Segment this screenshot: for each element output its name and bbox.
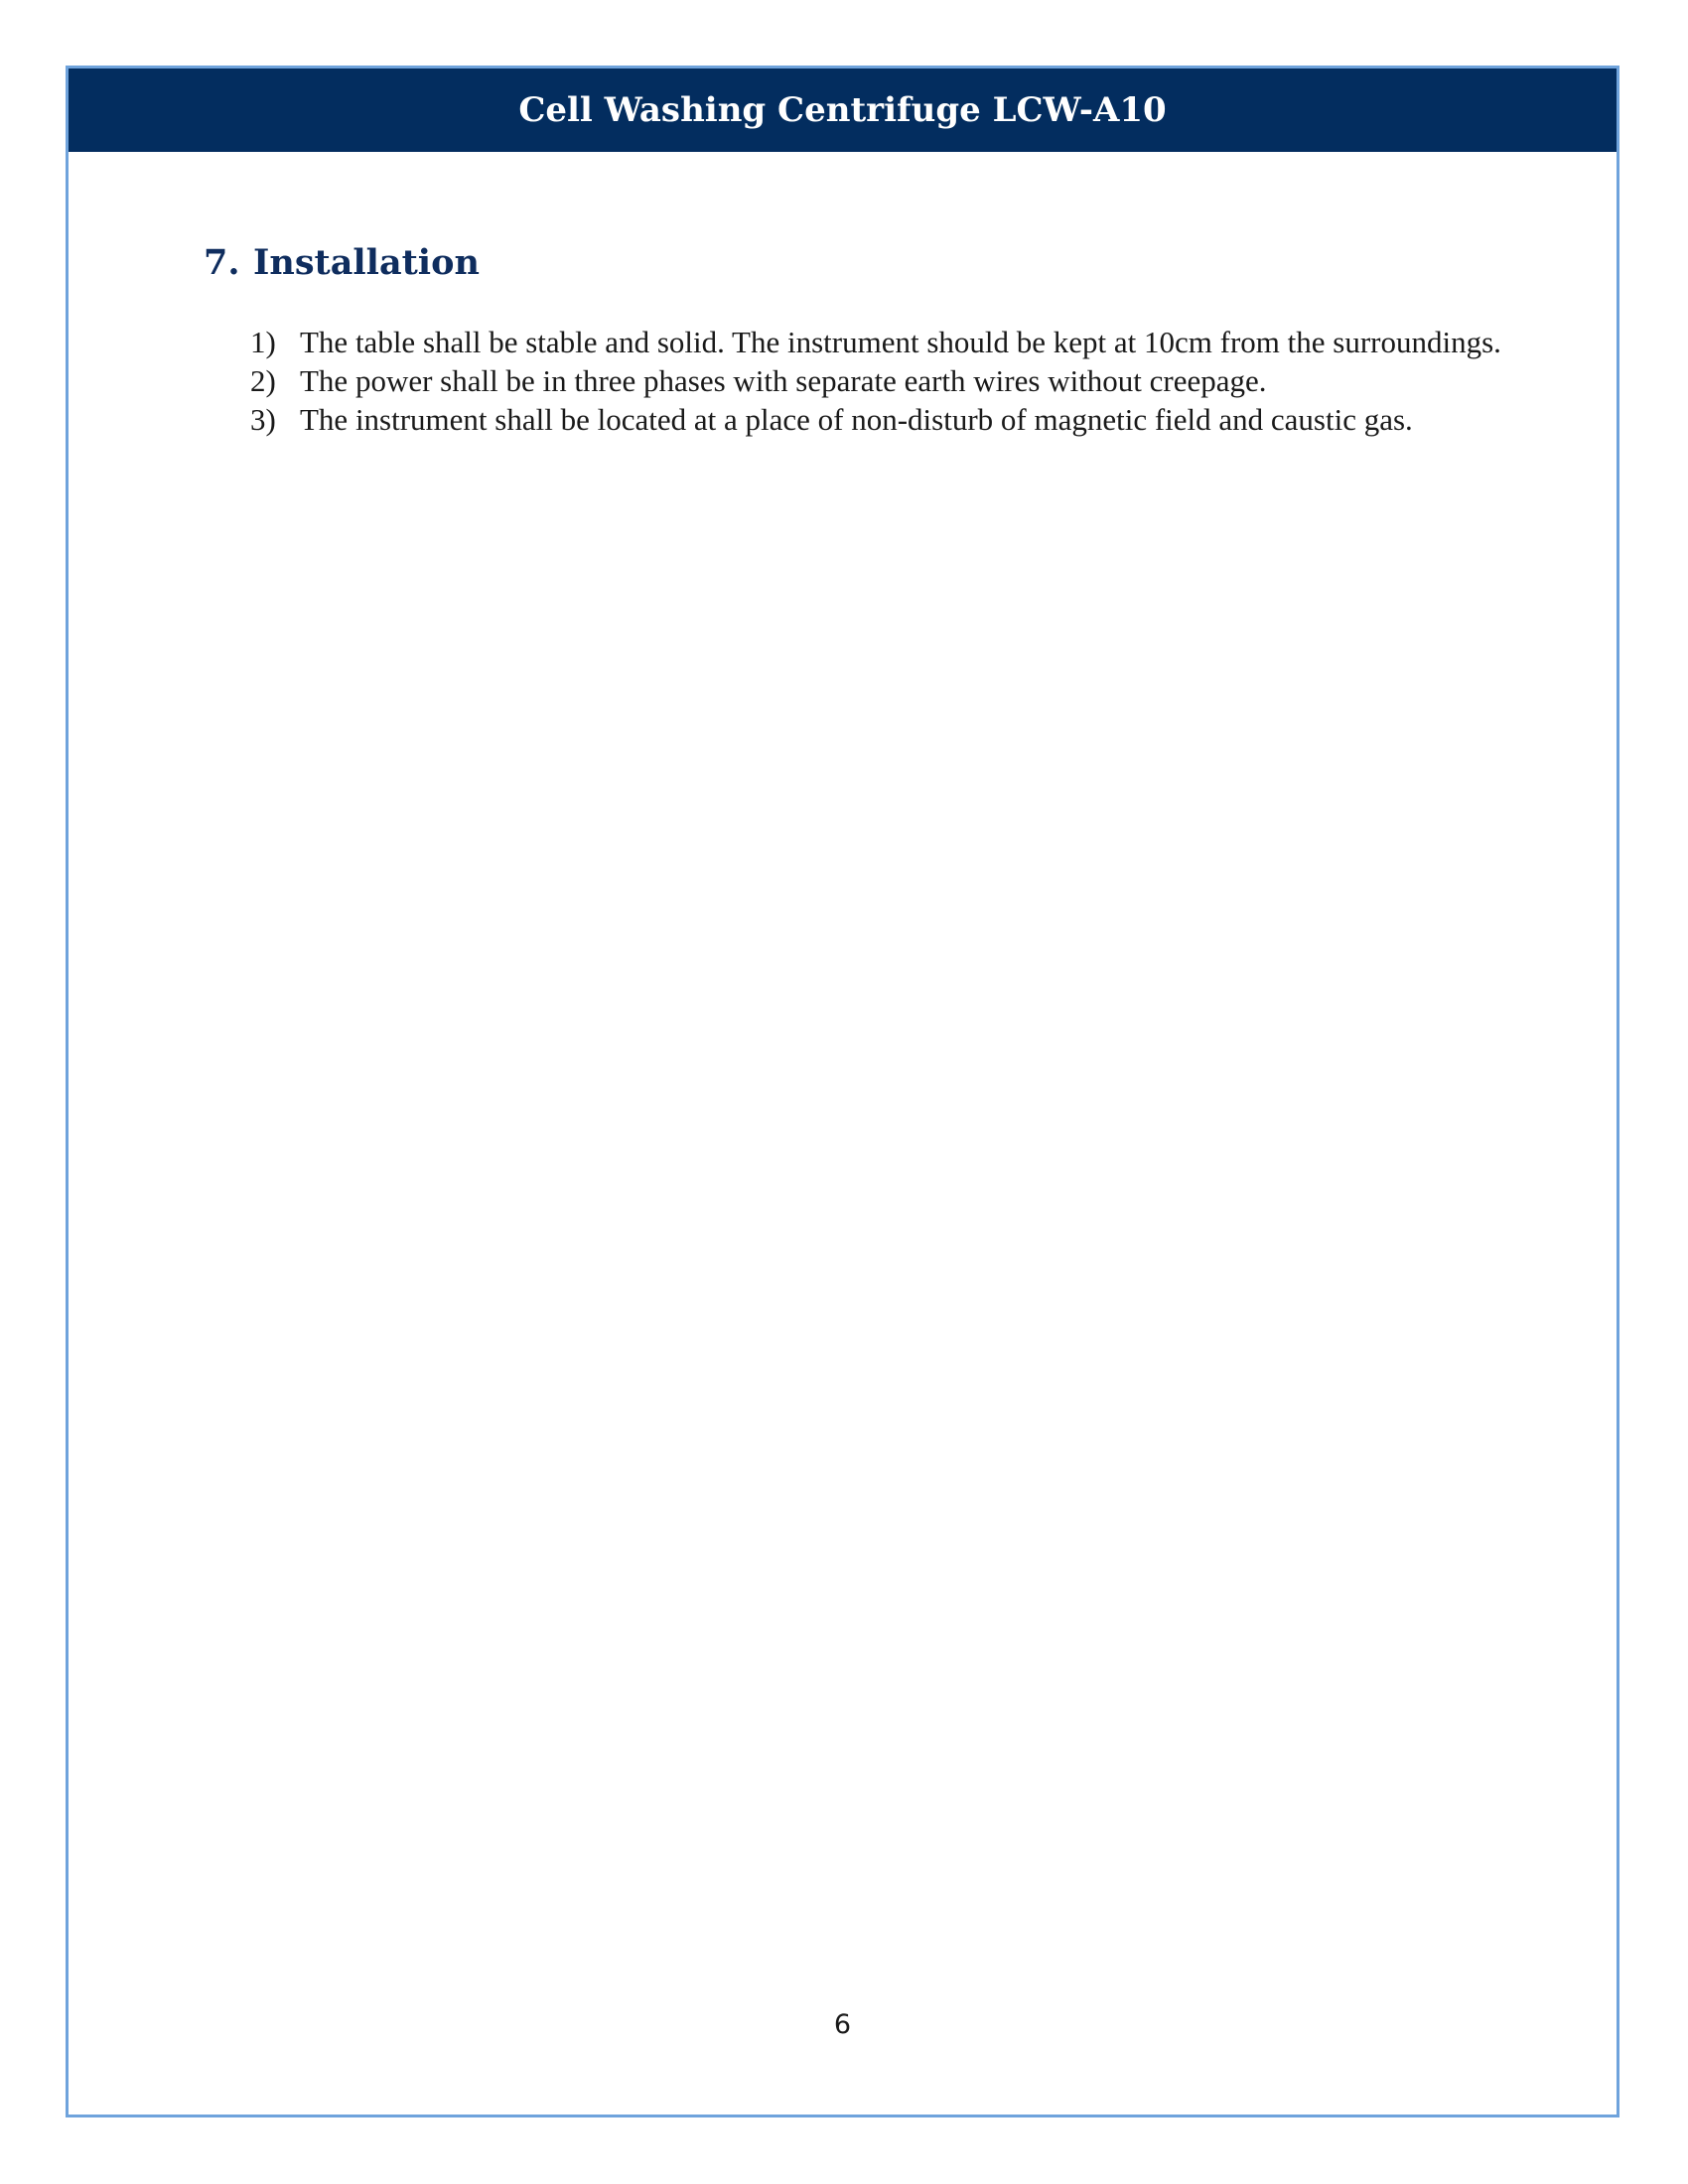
section-number: 7. [204,242,240,283]
section-heading [204,242,480,283]
list-item-marker: 1) [250,325,276,359]
list-item-marker: 3) [250,402,276,437]
list-item-text: The table shall be stable and solid. The instrument should be kept at 10cm from the surroundings. [300,325,1501,359]
list-item-text: The power shall be in three phases with separate earth wires without creepage. [300,363,1267,398]
list-item-marker: 2) [250,363,276,398]
list-item-text: The instrument shall be located at a place of non-disturb of magnetic field and caustic gas. [300,402,1413,437]
list-item [250,323,1571,361]
list-item [250,361,1571,400]
header-bar [69,68,1617,152]
installation-list [250,323,1571,439]
list-item [250,400,1571,439]
document-title: Cell Washing Centrifuge LCW-A10 [518,90,1167,130]
page-frame [66,66,1619,2117]
section-title: Installation [253,242,480,283]
page-number: 6 [833,2009,852,2040]
